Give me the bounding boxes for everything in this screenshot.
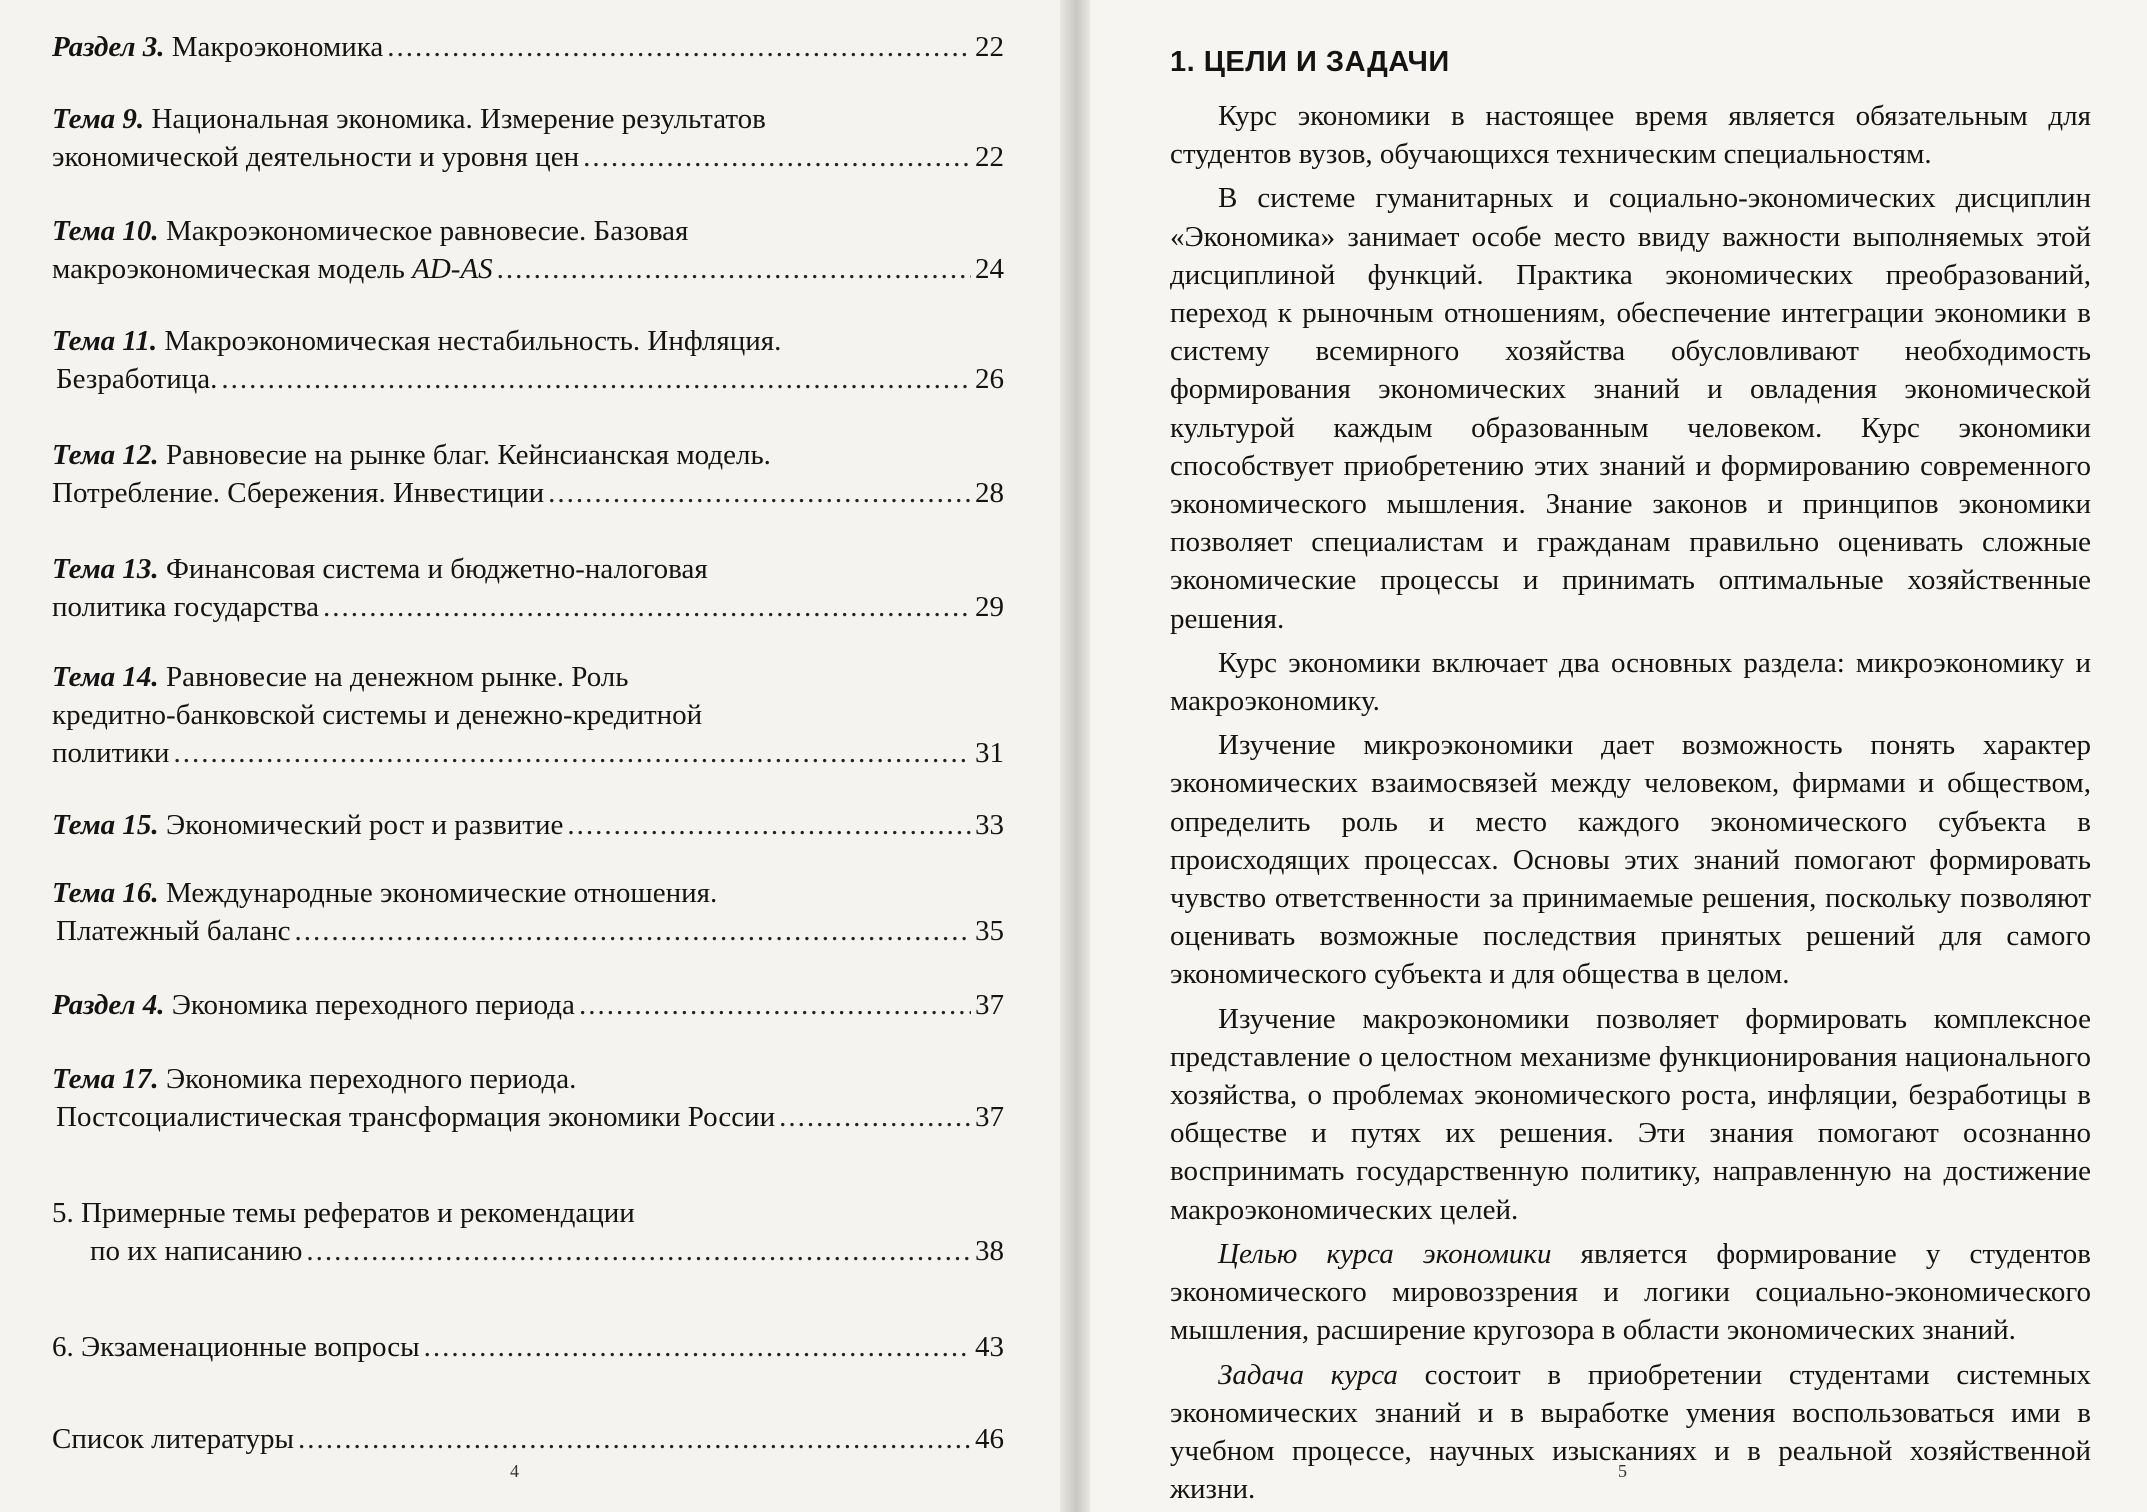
toc-title: Международные экономические отношения. — [165, 877, 718, 909]
toc-page: 33 — [975, 809, 1004, 841]
toc-label: Раздел 4. — [52, 989, 165, 1021]
toc-page: 26 — [975, 363, 1004, 395]
toc-label: Тема 9. — [52, 103, 145, 135]
paragraph-task — [1170, 1356, 2091, 1509]
left-page-contents — [0, 0, 1060, 1512]
toc-entry-razdel-3 — [52, 28, 1004, 66]
toc-title: Экономика переходного периода. — [165, 1063, 577, 1095]
toc-title: политики — [52, 737, 170, 769]
toc-title: Равновесие на рынке благ. Кейнсианская модель. — [165, 439, 771, 471]
toc-entry-razdel-4 — [52, 986, 1004, 1024]
toc-title: Экономический рост и развитие — [165, 809, 564, 841]
page-number-left: 4 — [510, 1461, 519, 1481]
toc-title: Равновесие на денежном рынке. Роль — [165, 661, 629, 693]
right-page-goals — [1090, 0, 2147, 1512]
toc-page: 22 — [975, 31, 1004, 63]
paragraph-micro: Изучение микроэкономики дает возможность понять характер экономических взаимосвязей между человеком, фирмами и обществом, определить роль и место каждого экономического субъекта в происходящих процессах. Основы этих знаний помогают формировать чувство ответственности за принимаемые решения, поскольку позволяют оценивать возможные последствия принятых решений для самого экономического субъекта и для общества в целом. — [1170, 729, 2091, 991]
toc-entry-tema-17 — [52, 1060, 1004, 1136]
toc-label: Тема 13. — [52, 553, 159, 585]
toc-title: политика государства — [52, 591, 320, 623]
toc-label: Тема 12. — [52, 439, 159, 471]
toc-label: Тема 15. — [52, 809, 159, 841]
paragraph-sections: Курс экономики включает два основных раздела: микроэкономику и макроэкономику. — [1170, 646, 2091, 718]
toc-entry-section-6 — [52, 1328, 1004, 1366]
toc-title: Финансовая система и бюджетно-налоговая — [165, 553, 708, 585]
paragraph-system: В системе гуманитарных и социально-экономических дисциплин «Экономика» занимает особе место ввиду важности выполняемых этой дисциплиной функций. Практика экономических преобразований, переход к рыночным отношениям, обеспечение интеграции экономики в систему всемирного хозяйства обусловливают необходимость формирования экономических знаний и овладения экономической культурой каждым образованным человеком. Курс экономики способствует приобретению этих знаний и формированию современного экономического мышления. Знание законов и принципов экономики позволяет специалистам и гражданам правильно оценивать сложные экономические процессы и принимать оптимальные хозяйственные решения. — [1170, 182, 2091, 635]
toc-title: Потребление. Сбережения. Инвестиции — [52, 477, 545, 509]
toc-entry-bibliography — [52, 1420, 1004, 1458]
toc-page: 37 — [975, 989, 1004, 1021]
task-term: Задача курса — [1218, 1358, 1398, 1391]
toc-page: 35 — [975, 915, 1004, 947]
toc-entry-tema-10 — [52, 212, 1004, 288]
toc-entry-section-5 — [52, 1194, 1004, 1270]
toc-title-model: AD-AS — [412, 253, 493, 285]
paragraph-macro: Изучение макроэкономики позволяет формировать комплексное представление о целостном механизме функционирования национального хозяйства, о проблемах экономического роста, инфляции, безработицы в обществе и путях их решения. Эти знания помогают осознанно воспринимать государственную политику, направленную на достижение макроэкономических целей. — [1170, 1002, 2091, 1226]
toc-title: кредитно-банковской системы и денежно-кредитной — [52, 699, 703, 731]
toc-page: 28 — [975, 477, 1004, 509]
page-number-right: 5 — [1618, 1461, 1627, 1481]
toc-title: макроэкономическая модель — [52, 253, 413, 285]
toc-page: 46 — [975, 1423, 1004, 1455]
toc-page: 43 — [975, 1331, 1004, 1363]
toc-entry-tema-14 — [52, 658, 1004, 772]
toc-entry-tema-11 — [52, 322, 1004, 398]
book-gutter — [1060, 0, 1090, 1512]
toc-label: Тема 16. — [52, 877, 159, 909]
toc-title: Постсоциалистическая трансформация экономики России — [56, 1101, 776, 1133]
toc-title: Экономика переходного периода — [171, 989, 575, 1021]
toc-title: Макроэкономическое равновесие. Базовая — [165, 215, 689, 247]
toc-entry-tema-16 — [52, 874, 1004, 950]
toc-title: по их написанию — [90, 1235, 303, 1267]
toc-label: Тема 11. — [52, 325, 158, 357]
toc-entry-tema-9 — [52, 100, 1004, 176]
toc-title: экономической деятельности и уровня цен — [52, 141, 580, 173]
toc-title: Макроэкономика — [171, 31, 384, 63]
toc-title: Безработица. — [56, 363, 218, 395]
toc-label: Раздел 3. — [52, 31, 165, 63]
toc-page: 24 — [975, 253, 1004, 285]
toc-page: 38 — [975, 1235, 1004, 1267]
toc-title: Платежный баланс — [56, 915, 291, 947]
toc-page: 37 — [975, 1101, 1004, 1133]
paragraph-intro: Курс экономики в настоящее время является обязательным для студентов вузов, обучающихся техническим специальностям. — [1170, 100, 2091, 171]
toc-page: 29 — [975, 591, 1004, 623]
task-text: состоит в приобретении студентами системных экономических знаний и в выработке умения воспользоваться ими в учебном процессе, научных изысканиях и в реальной хозяйственной жизни. — [1170, 1358, 2092, 1506]
toc-title: Список литературы — [52, 1423, 295, 1455]
toc-title: 5. Примерные темы рефератов и рекомендации — [52, 1197, 635, 1229]
toc-label: Тема 10. — [52, 215, 159, 247]
toc-entry-tema-12 — [52, 436, 1004, 512]
goal-text: является формирование у студентов экономического мировоззрения и логики социально-экономического мышления, расширение кругозора в области экономических знаний. — [1170, 1237, 2091, 1347]
goal-term: Целью курса экономики — [1218, 1237, 1552, 1270]
toc-entry-tema-13 — [52, 550, 1004, 626]
toc-title: 6. Экзаменационные вопросы — [52, 1331, 420, 1363]
paragraph-goal — [1170, 1235, 2091, 1350]
toc-title: Национальная экономика. Измерение результатов — [151, 103, 766, 135]
section-title: 1. ЦЕЛИ И ЗАДАЧИ — [1170, 46, 1450, 78]
toc-entry-tema-15 — [52, 806, 1004, 844]
toc-title: Макроэкономическая нестабильность. Инфляция. — [164, 325, 782, 357]
toc-label: Тема 14. — [52, 661, 159, 693]
toc-page: 22 — [975, 141, 1004, 173]
toc-label: Тема 17. — [52, 1063, 159, 1095]
toc-page: 31 — [975, 737, 1004, 769]
